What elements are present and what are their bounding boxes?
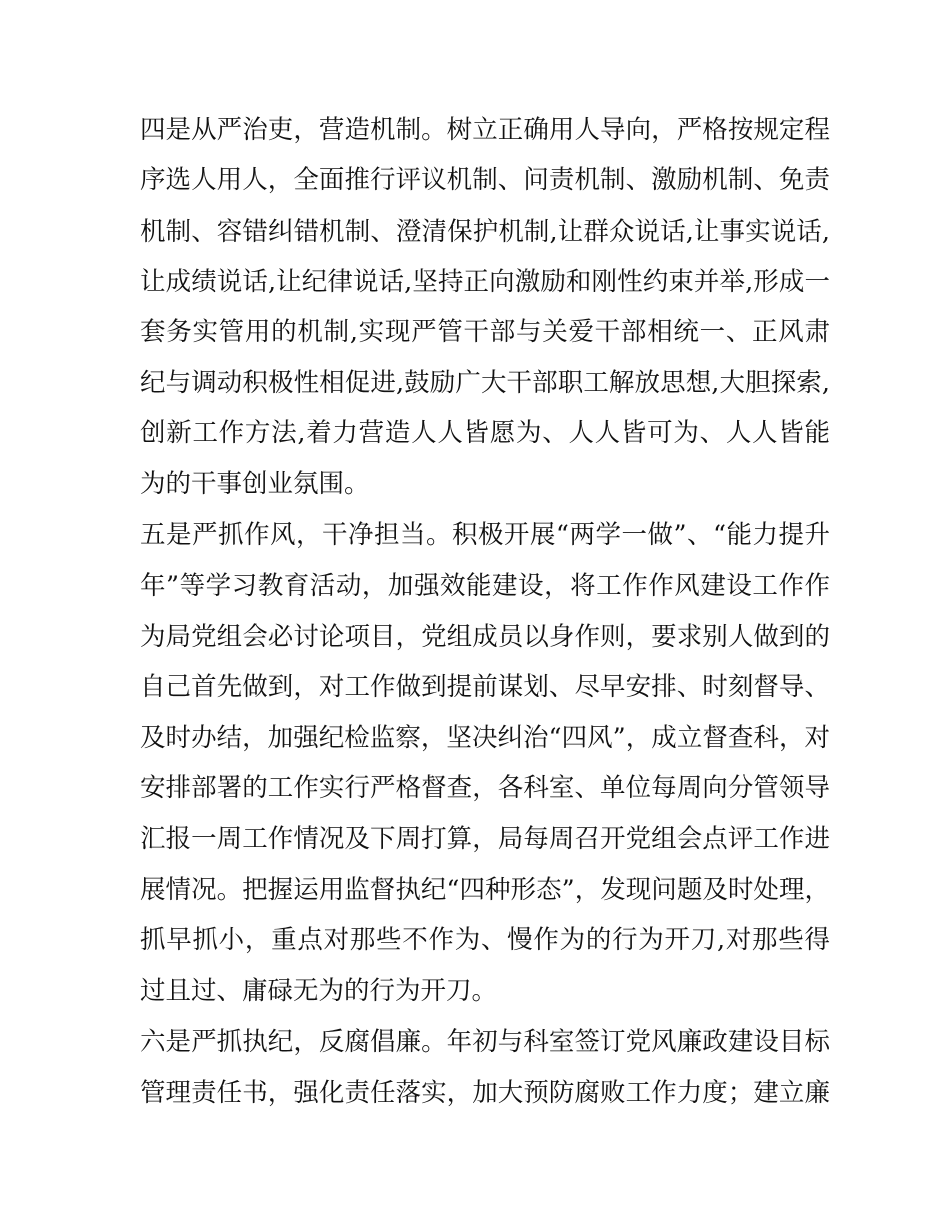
p2-line-6: 安排部署的工作实行严格督查，各科室、单位每周向分管领导 [140, 773, 830, 803]
p1-line-6: 纪与调动积极性相促进,鼓励广大干部职工解放思想,大胆探索, [140, 368, 830, 398]
p1-line-7: 创新工作方法,着力营造人人皆愿为、人人皆可为、人人皆能 [140, 418, 830, 448]
p1-line-5: 套务实管用的机制,实现严管干部与关爱干部相统一、正风肃 [140, 317, 830, 347]
p3-line-1: 六是严抓执纪，反腐倡廉。年初与科室签订党风廉政建设目标 [140, 1027, 830, 1057]
p1-line-2: 序选人用人，全面推行评议机制、问责机制、激励机制、免责 [140, 165, 830, 195]
p3-line-2: 管理责任书，强化责任落实，加大预防腐败工作力度；建立廉 [140, 1078, 830, 1108]
p2-line-7: 汇报一周工作情况及下周打算，局每周召开党组会点评工作进 [140, 824, 830, 854]
p1-line-8: 为的干事创业氛围。 [140, 469, 370, 499]
p2-line-5: 及时办结，加强纪检监察，坚决纠治“四风”，成立督查科，对 [140, 723, 830, 753]
p2-line-10: 过且过、庸碌无为的行为开刀。 [140, 976, 498, 1006]
p1-line-3: 机制、容错纠错机制、澄清保护机制,让群众说话,让事实说话, [140, 217, 830, 247]
p2-line-9: 抓早抓小，重点对那些不作为、慢作为的行为开刀,对那些得 [140, 925, 830, 955]
p2-line-4: 自己首先做到，对工作做到提前谋划、尽早安排、时刻督导、 [140, 672, 830, 702]
p2-line-3: 为局党组会必讨论项目，党组成员以身作则，要求别人做到的 [140, 622, 830, 652]
p2-line-2: 年”等学习教育活动，加强效能建设，将工作作风建设工作作 [140, 571, 830, 601]
p2-line-1: 五是严抓作风，干净担当。积极开展“两学一做”、“能力提升 [140, 520, 830, 550]
p1-line-4: 让成绩说话,让纪律说话,坚持正向激励和刚性约束并举,形成一 [140, 267, 830, 297]
p2-line-8: 展情况。把握运用监督执纪“四种形态”，发现问题及时处理， [140, 875, 830, 905]
p1-line-1: 四是从严治吏，营造机制。树立正确用人导向，严格按规定程 [140, 115, 830, 145]
